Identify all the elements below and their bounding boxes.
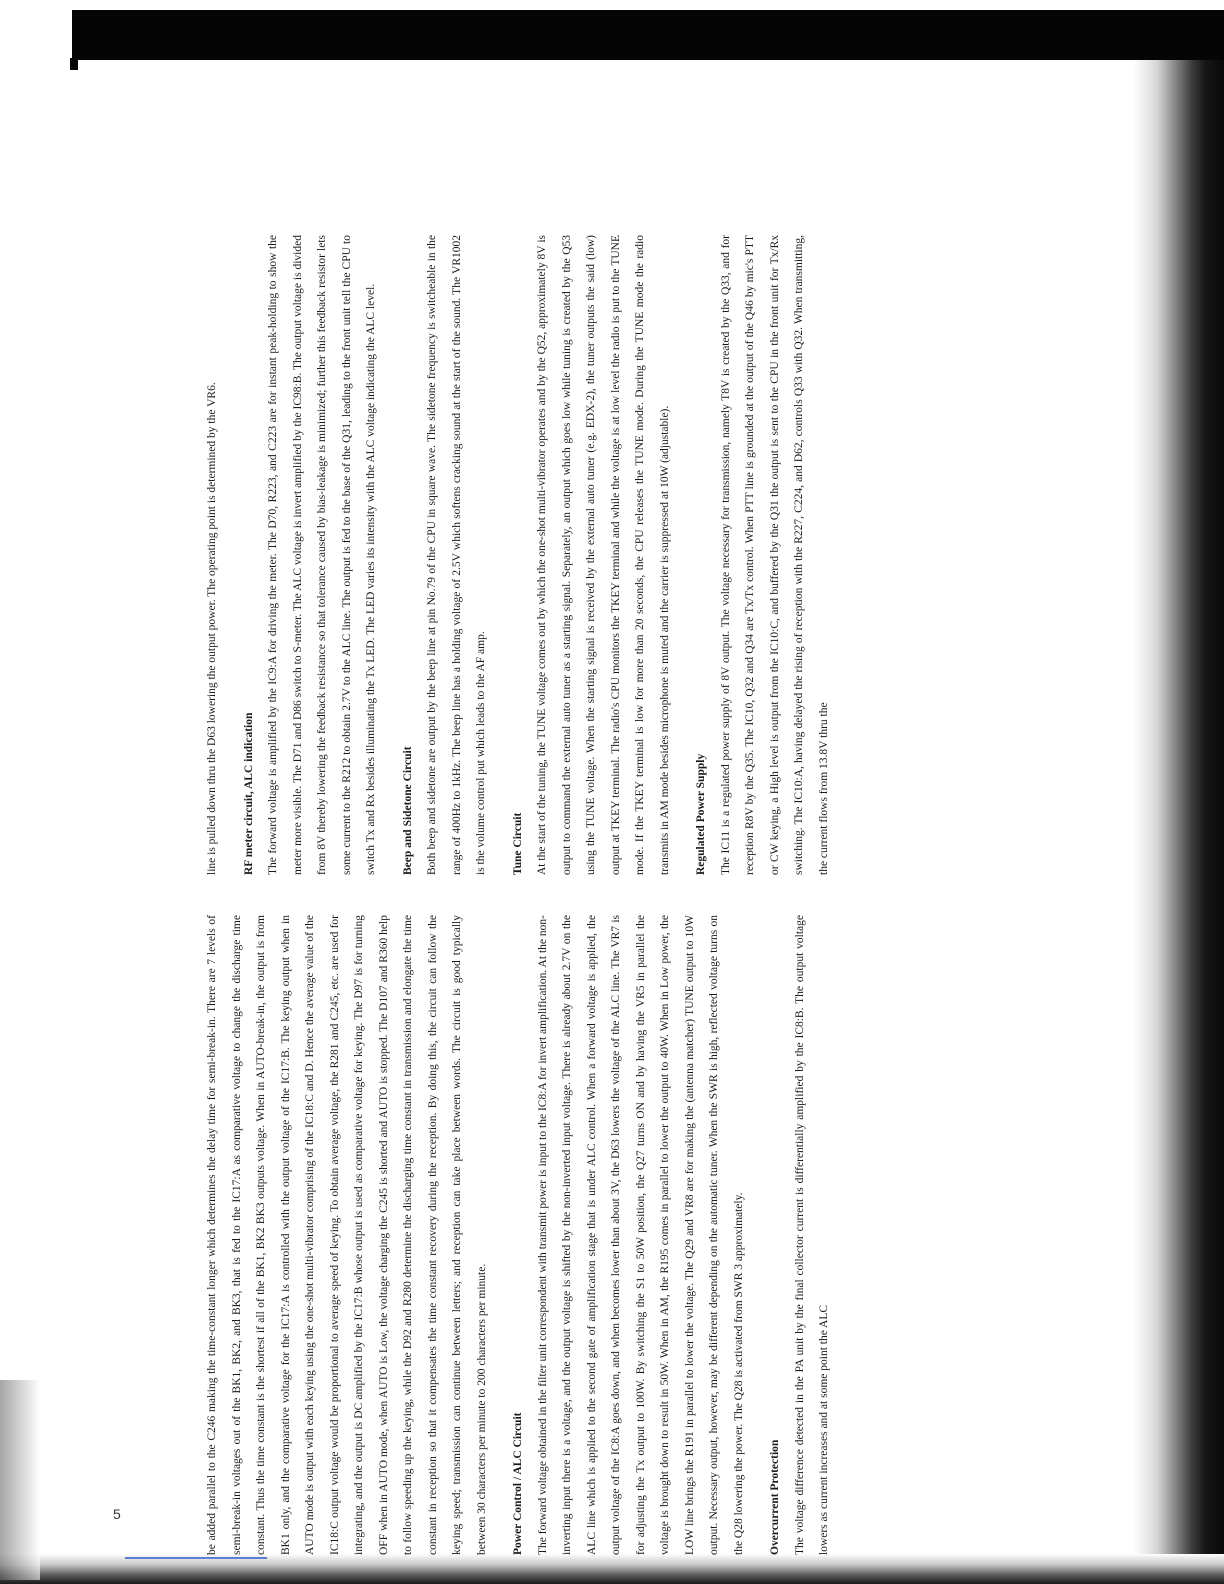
paragraph-overcurrent-protection: The voltage difference detected in the PA unit by the final collector current is differentially amplified by the IC8:B. The output voltage lowers as current increases and at some point the ALC <box>793 915 830 1555</box>
paragraph-alc-continuation: line is pulled down thru the D63 lowering the output power. The operating point is determined by the VR6. <box>206 382 218 875</box>
scan-top-bar-tick <box>70 58 78 70</box>
scan-top-black-bar <box>72 10 1224 60</box>
scan-right-edge-shadow <box>1134 60 1224 1584</box>
heading-regulated-power-supply: Regulated Power Supply <box>695 753 707 875</box>
page-number: 5 <box>113 1506 121 1522</box>
rotated-page-content <box>200 220 830 1555</box>
blue-underline-mark <box>125 1557 267 1559</box>
heading-rf-meter: RF meter circuit, ALC indication <box>242 712 255 875</box>
heading-power-control: Power Control / ALC Circuit <box>512 1412 524 1555</box>
paragraph-power-control: The forward voltage obtained in the filter unit correspondent with transmit power is input to the IC8:A for invert amplification. At the non-inverting input there is a voltage, and the output voltage is shifted by the non-inverted input voltage. There is already about 2.7V on the ALC line which is applied to the second gate of amplification stage that is under ALC control. When a forward voltage is applied, the output voltage of the IC8:A goes down, and when becomes lower than about 3V, the D63 lowers the voltage of the ALC line. The VR7 is for adjusting the Tx output to 100W. By switching the S1 to 50W position, the Q27 turns ON and by having the VR5 in parallel the voltage is brought down to result in 50W. When in AM, the R195 comes in parallel to lower the output to 40W. When in Low power, the LOW line brings the R191 in parallel to lower the voltage. The Q29 and VR8 are for making the (antenna matcher) TUNE output to 10W output. Necessary output, however, may be different depending on the automatic tuner. When the SWR is high, reflected voltage turns on the Q28 lowering the power. The Q28 is activated from SWR 3 approximately. <box>536 915 745 1555</box>
scan-left-edge-shadow <box>0 1380 40 1580</box>
heading-beep-sidetone: Beep and Sidetone Circuit <box>401 746 414 875</box>
paragraph-rf-meter: The forward voltage is amplified by the IC9:A for driving the meter. The D70, R223, and C223 are for instant peak-holding to show the meter more visible. The D71 and D86 switch to S-meter. The ALC voltage is invert amplified by the IC98:B. The output voltage is divided from 8V thereby lowering the feedback resistance so that tolerance caused by bias-leakage is minimized; further this feedback resistor lets some current to the R212 to obtain 2.7V to the ALC line. The output is fed to the base of the Q31, leading to the front unit tell the CPU to switch Tx and Rx besides illuminating the Tx LED. The LED varies its intensity with the ALC voltage indicating the ALC level. <box>267 235 377 875</box>
paragraph-tune-circuit: At the start of the tuning, the TUNE voltage comes out by which the one-shot multi-vibrator operates and by the Q52, approximately 8V is output to command the external auto tuner as a starting signal. Separately, an output which goes low while tuning is created by the Q53 using the TUNE voltage. When the starting signal is received by the external auto tuner (e.g. EDX-2), the tuner outputs the said (low) output at TKEY terminal. The radio's CPU monitors the TKEY terminal and while the voltage is at low level the radio is put to the TUNE mode. If the TKEY terminal is low for more than 20 seconds, the CPU releases the TUNE mode. During the TUNE mode the radio transmits in AM mode besides microphone is muted and the carrier is suppressed at 10W (adjustable). <box>536 235 671 875</box>
heading-overcurrent-protection: Overcurrent Protection <box>769 1439 781 1555</box>
left-text-column <box>200 915 830 1555</box>
paragraph-regulated-power-supply: The IC11 is a regulated power supply of 8V output. The voltage necessary for transmission, namely T8V is created by the Q33, and for reception R8V by the Q35. The IC10, Q32 and Q34 are Tx/Tx control. When PTT line is grounded at the output of the Q46 by mic's PTT or CW keying, a High level is output from the IC10:C, and buffered by the Q31 the output is sent to the CPU in the front unit for Tx/Rx switching. The IC10:A, having delayed the rising of reception with the R227, C224, and D62, controls Q33 with Q32. When transmitting, the current flows from 13.8V thru the <box>719 235 830 875</box>
heading-tune-circuit: Tune Circuit <box>511 812 524 875</box>
right-text-column <box>200 235 830 875</box>
paragraph-semi-break-in: be added parallel to the C246 making the time-constant longer which determines the delay time for semi-break-in. There are 7 levels of semi-break-in voltages out of the BK1, BK2, and BK3, that is fed to the IC17:A as comparative voltage to change the discharge time constant. Thus the time constant is the shortest if all of the BK1, BK2 BK3 outputs voltage. When in AUTO-break-in, the output is from BK1 only, and the comparative voltage for the IC17:A is controlled with the output voltage of the IC17:B. The keying output when in AUTO mode is output with each keying using the one-shot multi-vibrator comprising of the IC18:C and D. Hence the average value of the IC18:C output voltage would be proportional to average speed of keying. To obtain average voltage, the R281 and C245, etc. are used for integrating, and the output is DC amplified by the IC17:B whose output is used as comparative voltage for keying. The D97 is for turning OFF when in AUTO mode, when AUTO is Low, the voltage charging the C245 is shorted and AUTO is stopped. The D107 and R360 help to follow speeding up the keying, while the D92 and R280 determine the discharging time constant in transmission and elongate the time constant in reception so that it compensates the time constant recovery during the reception. By doing this, the circuit can follow the keying speed; transmission can continue between letters; and reception can take place between words. The circuit is good typically between 30 characters per minute to 200 characters per minute. <box>206 915 488 1555</box>
paragraph-beep-sidetone: Both beep and sidetone are output by the beep line at pin No.79 of the CPU in square wave. The sidetone frequency is switcheable in the range of 400Hz to 1kHz. The beep line has a holding voltage of 2.5V which softens cracking sound at the start of the sound. The VR1002 is the volume control put which leads to the AF amp. <box>426 235 487 875</box>
